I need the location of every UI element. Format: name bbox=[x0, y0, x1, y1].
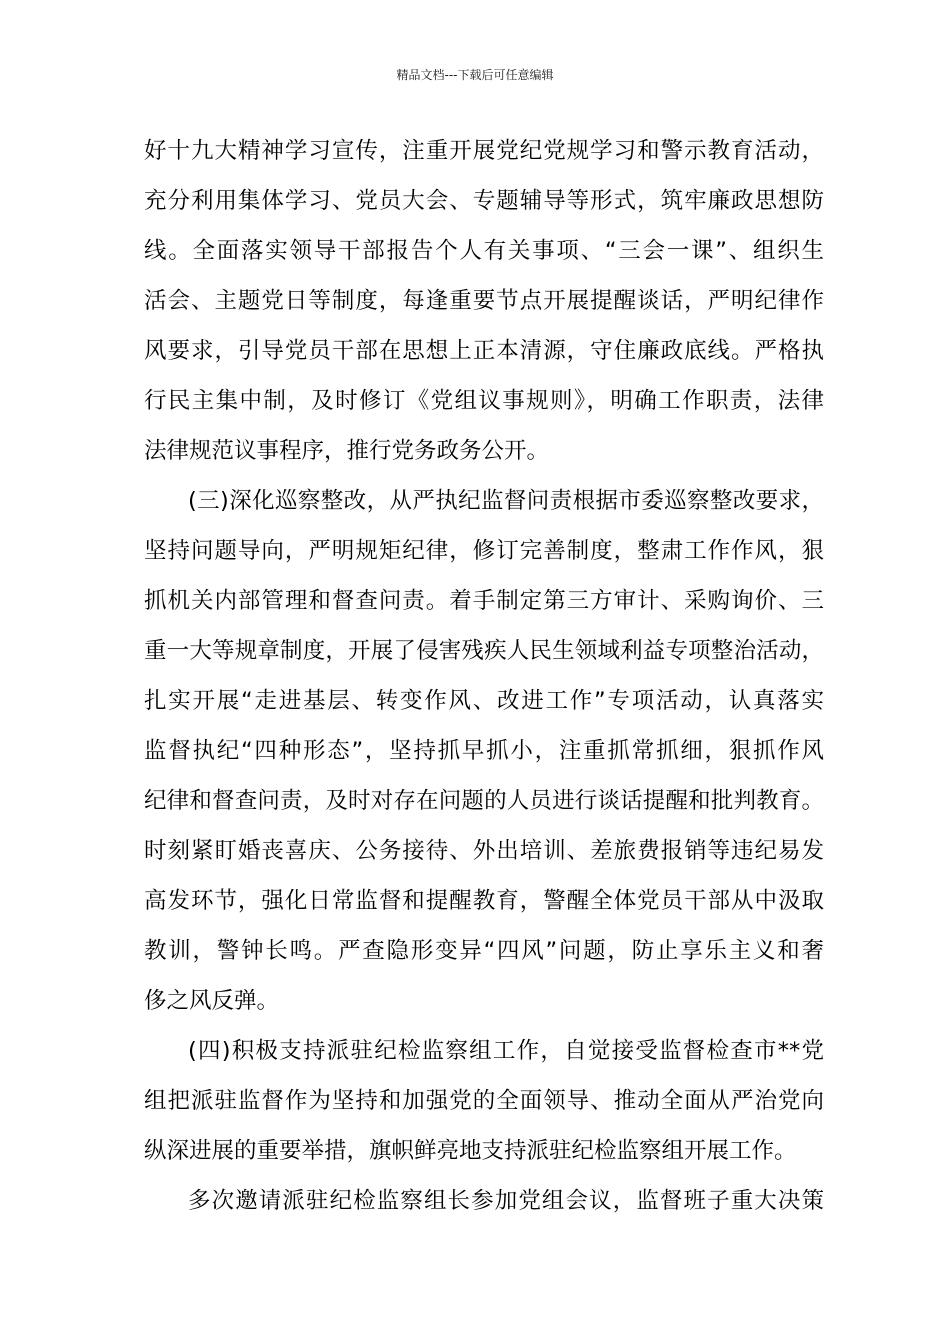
text-line: 纪律和督查问责，及时对存在问题的人员进行谈话提醒和批判教育。 bbox=[144, 788, 824, 814]
text-line: 时刻紧盯婚丧喜庆、公务接待、外出培训、差旅费报销等违纪易发 bbox=[144, 838, 824, 864]
page-header: 精品文档---下载后可任意编辑 bbox=[396, 68, 554, 82]
text-line: 抓机关内部管理和督查问责。着手制定第三方审计、采购询价、三 bbox=[144, 588, 824, 614]
text-line: 重一大等规章制度，开展了侵害残疾人民生领域利益专项整治活动， bbox=[144, 638, 824, 664]
text-line: 活会、主题党日等制度，每逢重要节点开展提醒谈话，严明纪律作 bbox=[144, 288, 824, 314]
text-line: 侈之风反弹。 bbox=[144, 988, 280, 1014]
text-line: 多次邀请派驻纪检监察组长参加党组会议，监督班子重大决策 bbox=[188, 1188, 824, 1214]
text-line: 好十九大精神学习宣传，注重开展党纪党规学习和警示教育活动， bbox=[144, 138, 824, 164]
text-line: (四)积极支持派驻纪检监察组工作，自觉接受监督检查市**党 bbox=[188, 1038, 824, 1064]
text-line: 风要求，引导党员干部在思想上正本清源，守住廉政底线。严格执 bbox=[144, 338, 824, 364]
text-line: 充分利用集体学习、党员大会、专题辅导等形式，筑牢廉政思想防 bbox=[144, 188, 824, 214]
text-line: 行民主集中制，及时修订《党组议事规则》，明确工作职责，法律 bbox=[144, 388, 824, 414]
text-line: 监督执纪“四种形态”，坚持抓早抓小，注重抓常抓细，狠抓作风 bbox=[144, 738, 824, 764]
text-line: (三)深化巡察整改，从严执纪监督问责根据市委巡察整改要求， bbox=[188, 488, 824, 514]
text-line: 线。全面落实领导干部报告个人有关事项、“三会一课”、组织生 bbox=[144, 238, 824, 264]
text-line: 教训，警钟长鸣。严查隐形变异“四风”问题，防止享乐主义和奢 bbox=[144, 938, 824, 964]
text-line: 纵深进展的重要举措，旗帜鲜亮地支持派驻纪检监察组开展工作。 bbox=[144, 1138, 797, 1164]
text-line: 扎实开展“走进基层、转变作风、改进工作”专项活动，认真落实 bbox=[144, 688, 824, 714]
text-line: 坚持问题导向，严明规矩纪律，修订完善制度，整肃工作作风，狠 bbox=[144, 538, 824, 564]
text-line: 高发环节，强化日常监督和提醒教育，警醒全体党员干部从中汲取 bbox=[144, 888, 824, 914]
body-text bbox=[144, 126, 824, 1226]
text-line: 法律规范议事程序，推行党务政务公开。 bbox=[144, 438, 550, 464]
text-line: 组把派驻监督作为坚持和加强党的全面领导、推动全面从严治党向 bbox=[144, 1088, 824, 1114]
